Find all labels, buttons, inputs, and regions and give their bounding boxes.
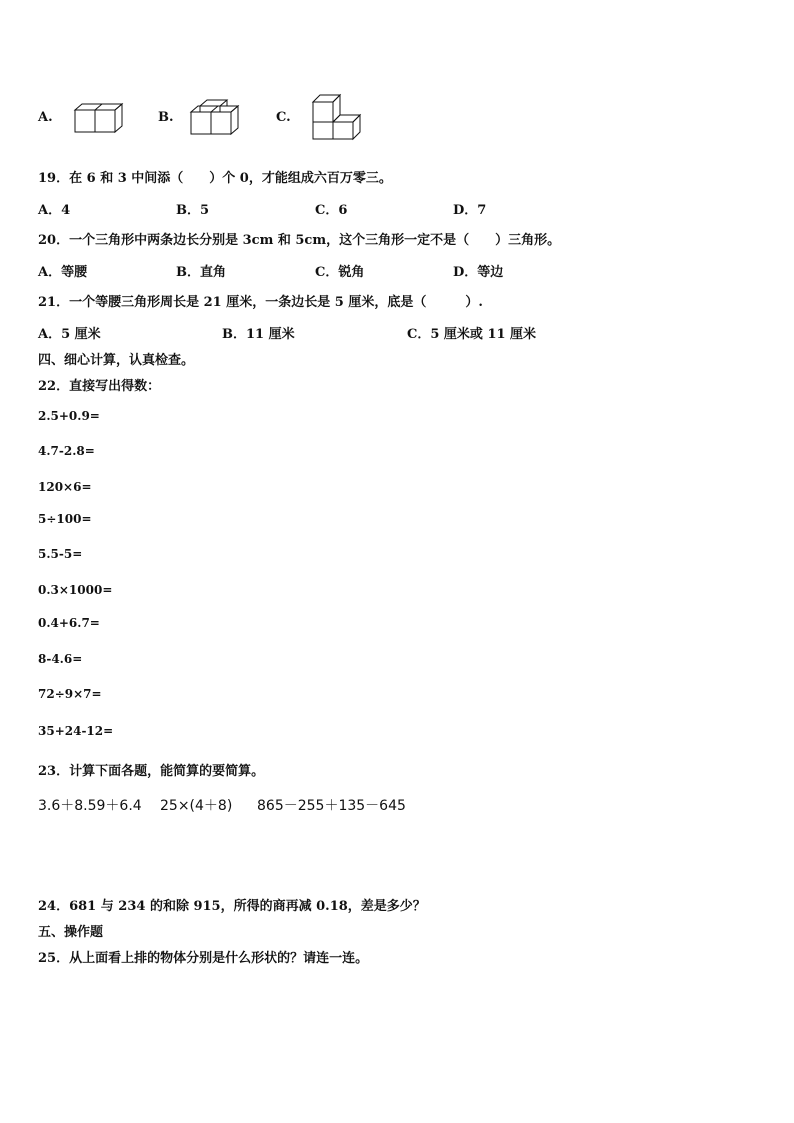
calc-item-10: 35+24-12= (38, 724, 114, 738)
q20-option-d: D．等边 (453, 265, 504, 280)
figure-label-a: A. (38, 110, 53, 125)
q20-option-c: C．锐角 (315, 265, 365, 280)
q19-option-c: C．6 (315, 203, 348, 218)
question-23: 23．计算下面各题，能简算的要简算。 (38, 764, 265, 779)
question-21: 21．一个等腰三角形周长是 21 厘米，一条边长是 5 厘米，底是（ ）. (38, 295, 483, 310)
q20-option-a: A．等腰 (38, 265, 88, 280)
question-22: 22．直接写出得数： (38, 379, 161, 394)
question-20: 20．一个三角形中两条边长分别是 3cm 和 5cm，这个三角形一定不是（ ）三角形。 (38, 233, 561, 248)
expression-2: 25×(4＋8) (160, 798, 233, 814)
calc-item-1: 2.5+0.9= (38, 409, 100, 423)
q21-option-b: B．11 厘米 (222, 327, 295, 342)
section-4-heading: 四、细心计算，认真检查。 (38, 353, 195, 368)
figure-label-c: C. (276, 110, 291, 125)
two-cubes-row-icon (72, 100, 124, 136)
q20-option-b: B．直角 (176, 265, 226, 280)
q19-option-a: A．4 (38, 203, 71, 218)
calc-item-3: 120×6= (38, 480, 92, 494)
figure-label-b: B. (158, 110, 174, 125)
expression-3: 865－255＋135－645 (257, 798, 406, 814)
q21-option-a: A．5 厘米 (38, 327, 101, 342)
calc-item-5: 5.5-5= (38, 547, 83, 561)
calc-item-9: 72÷9×7= (38, 687, 102, 701)
section-5-heading: 五、操作题 (38, 925, 104, 940)
question-24: 24．681 与 234 的和除 915，所得的商再减 0.18，差是多少？ (38, 899, 426, 914)
two-cubes-row-with-top-cube-icon (188, 96, 242, 138)
expression-1: 3.6＋8.59＋6.4 (38, 798, 142, 814)
calc-item-8: 8-4.6= (38, 652, 83, 666)
q21-option-c: C．5 厘米或 11 厘米 (407, 327, 537, 342)
q19-option-d: D．7 (453, 203, 487, 218)
calc-item-7: 0.4+6.7= (38, 616, 100, 630)
calc-item-4: 5÷100= (38, 512, 92, 526)
calc-item-2: 4.7-2.8= (38, 444, 95, 458)
q19-option-b: B．5 (176, 203, 210, 218)
question-19: 19．在 6 和 3 中间添（ ）个 0，才能组成六百万零三。 (38, 171, 392, 186)
calc-item-6: 0.3×1000= (38, 583, 113, 597)
question-25: 25．从上面看上排的物体分别是什么形状的？请连一连。 (38, 951, 369, 966)
l-shaped-three-cubes-icon (310, 92, 364, 142)
